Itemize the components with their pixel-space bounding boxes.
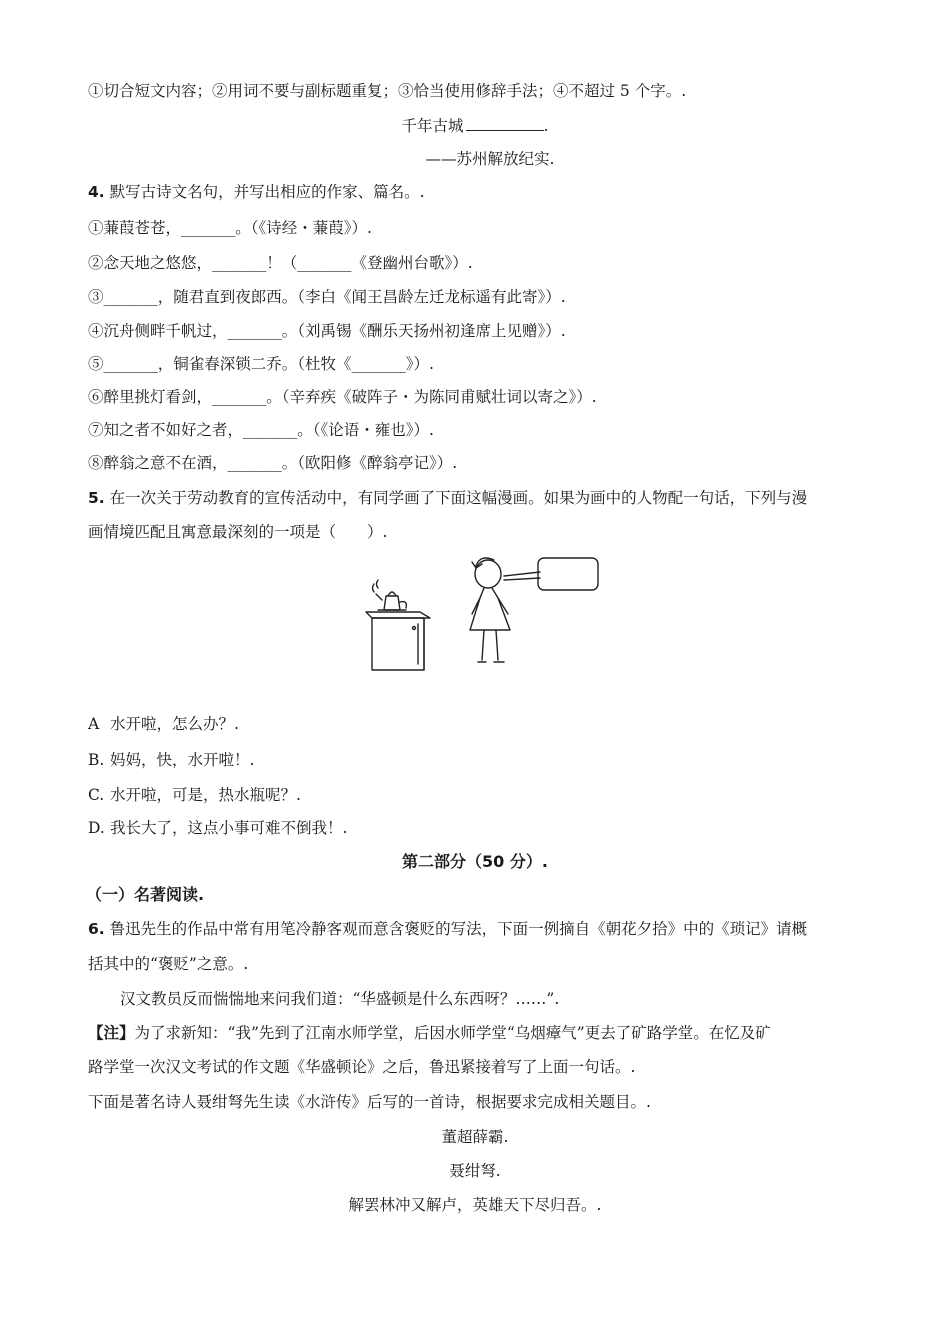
q4-stem [88, 181, 425, 203]
q4-item-2: ②念天地之悠悠，_______！（_______《登幽州台歌》）. [88, 254, 473, 272]
q4-item-3: ③_______，随君直到夜郎西。（李白《闻王昌龄左迁龙标遥有此寄》）. [88, 288, 566, 306]
q6-note-tag: 【注】 [88, 1024, 135, 1042]
section1-heading: （一）名著阅读. [86, 885, 205, 904]
requirements-line: ①切合短文内容；②用词不要与副标题重复；③恰当使用修辞手法；④不超过 5 个字。. [88, 82, 687, 100]
blank-title [0, 114, 950, 137]
q4-item-1: ①蒹葭苍苍，_______。（《诗经・蒹葭》）. [88, 219, 372, 237]
stove-cabinet [372, 618, 424, 670]
q4-item-8: ⑧醉翁之意不在酒，_______。（欧阳修《醉翁亭记》）. [88, 454, 458, 472]
title-suffix: . [543, 117, 549, 135]
title-blank[interactable] [466, 114, 544, 131]
title-prefix: 千年古城 [401, 117, 464, 135]
part2-heading: 第二部分（50 分）. [402, 852, 548, 871]
speech-bubble [538, 558, 598, 590]
girl-dress [470, 588, 510, 630]
poem-title: 董超薛霸. [441, 1128, 509, 1146]
q6-note-text-1: 为了求新知：“我”先到了江南水师学堂，后因水师学堂“乌烟瘴气”更去了矿路学堂。在忆及矿 [134, 1024, 771, 1042]
q6-intro: 下面是著名诗人聂绀弩先生读《水浒传》后写的一首诗，根据要求完成相关题目。. [88, 1093, 651, 1111]
q6-stem-line1 [88, 918, 807, 940]
q4-item-6: ⑥醉里挑灯看剑，_______。（辛弃疾《破阵子・为陈同甫赋壮词以寄之》）. [88, 388, 597, 406]
q5-number: 5. [88, 489, 105, 507]
q5-option-c[interactable]: C. 水开啦，可是，热水瓶呢？. [88, 786, 301, 804]
q5-text-1: 在一次关于劳动教育的宣传活动中，有同学画了下面这幅漫画。如果为画中的人物配一句话，下列与漫 [109, 489, 808, 507]
q4-text: 默写古诗文名句，并写出相应的作家、篇名。. [109, 183, 425, 201]
q5-option-d[interactable]: D. 我长大了，这点小事可难不倒我！. [88, 819, 348, 837]
q4-item-7: ⑦知之者不如好之者，_______。（《论语・雍也》）. [88, 421, 434, 439]
cartoon-illustration [360, 552, 610, 682]
girl-head [475, 560, 501, 588]
q5-option-b[interactable]: B. 妈妈，快，水开啦！. [88, 751, 255, 769]
poem-line-1: 解罢林冲又解卢，英雄天下尽归吾。. [348, 1196, 602, 1214]
q4-item-4: ④沉舟侧畔千帆过，_______。（刘禹锡《酬乐天扬州初逢席上见赠》）. [88, 322, 566, 340]
q4-number: 4. [88, 183, 105, 201]
subtitle: ——苏州解放纪实. [425, 150, 555, 168]
q6-note-line1 [88, 1022, 771, 1044]
q6-text-1: 鲁迅先生的作品中常有用笔冷静客观而意含褒贬的写法，下面一例摘自《朝花夕拾》中的《琐记》请概 [109, 920, 808, 938]
q6-note-line2: 路学堂一次汉文考试的作文题《华盛顿论》之后，鲁迅紧接着写了上面一句话。. [88, 1058, 636, 1076]
q6-number: 6. [88, 920, 105, 938]
q5-stem-line1 [88, 487, 807, 509]
q6-quote: 汉文教员反而惴惴地来问我们道：“华盛顿是什么东西呀？……”. [120, 990, 560, 1008]
poem-author: 聂绀弩. [449, 1162, 501, 1180]
q5-option-a[interactable]: A 水开啦，怎么办？. [88, 715, 239, 733]
kettle [384, 596, 400, 610]
q5-stem-line2: 画情境匹配且寓意最深刻的一项是（ ）. [88, 523, 388, 541]
q4-item-5: ⑤_______，铜雀春深锁二乔。（杜牧《_______》）. [88, 355, 434, 373]
q6-stem-line2: 括其中的“褒贬”之意。. [88, 955, 249, 973]
